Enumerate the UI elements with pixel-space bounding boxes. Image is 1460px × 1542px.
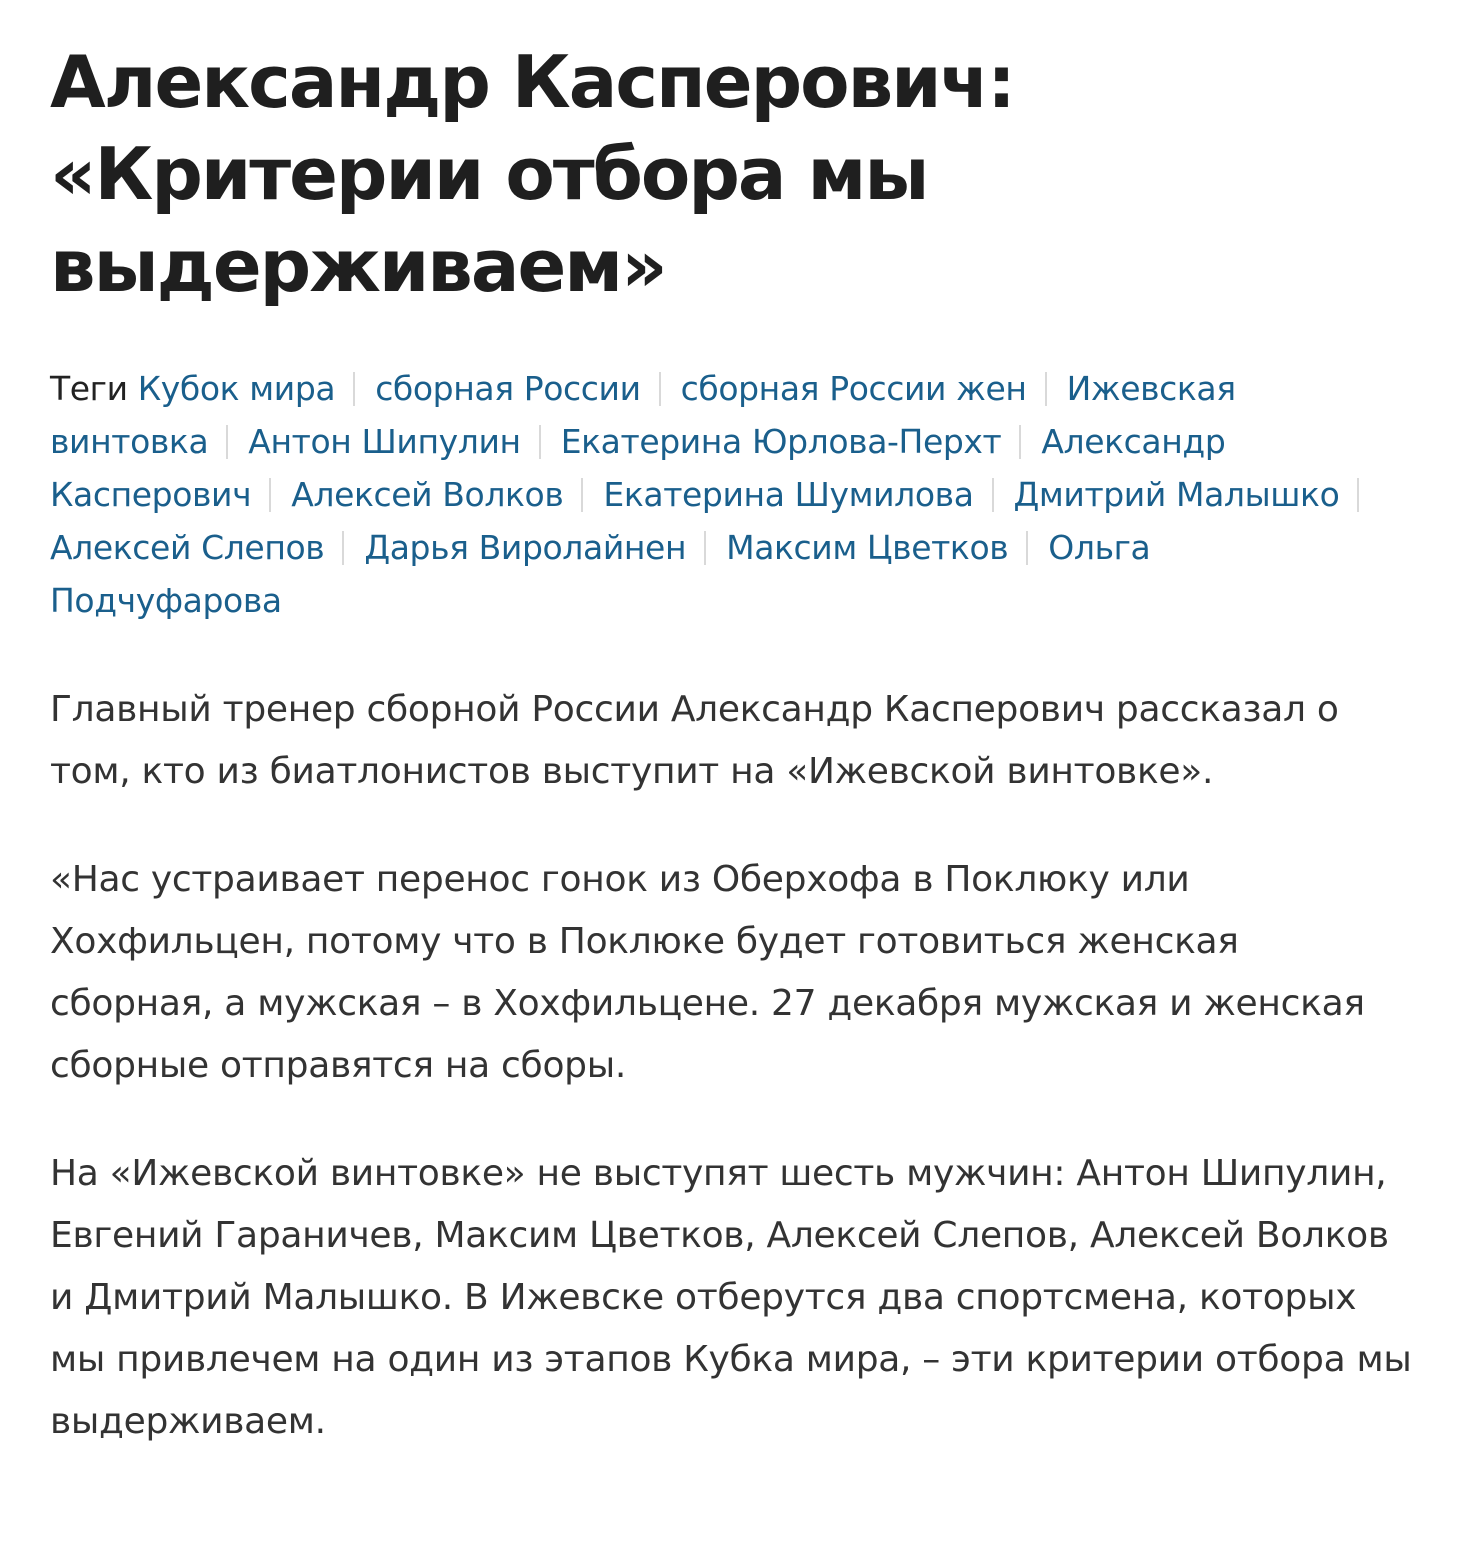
tag-link[interactable]: Алексей Слепов	[50, 528, 325, 567]
tag-link[interactable]: Кубок мира	[137, 369, 336, 408]
tag-separator	[992, 478, 994, 512]
tag-separator	[269, 478, 271, 512]
tag-separator	[1045, 372, 1047, 406]
article-paragraph: «Нас устраивает перенос гонок из Оберхофа в Поклюку или Хохфильцен, потому что в Поклюке будет готовиться женская сборная, а мужская – в Хохфильцене. 27 декабря мужская и женская сборные отправятся на сборы.	[50, 859, 1365, 1086]
tag-link[interactable]: Ижевская винтовка	[50, 369, 1236, 461]
tag-separator	[659, 372, 661, 406]
tag-link[interactable]: Максим Цветков	[726, 528, 1009, 567]
tags-label: Теги	[50, 369, 128, 408]
tag-separator	[1019, 425, 1021, 459]
tag-separator	[704, 531, 706, 565]
tag-separator	[1357, 478, 1359, 512]
tag-link[interactable]: Александр Касперович	[50, 422, 1226, 514]
tags-list	[50, 362, 1390, 627]
tag-link[interactable]: Екатерина Шумилова	[603, 475, 974, 514]
tag-separator	[342, 531, 344, 565]
tag-separator	[539, 425, 541, 459]
tag-separator	[353, 372, 355, 406]
tag-separator	[1026, 531, 1028, 565]
tag-separator	[226, 425, 228, 459]
article	[50, 36, 1420, 1453]
tag-separator	[581, 478, 583, 512]
tag-link[interactable]: Екатерина Юрлова-Перхт	[560, 422, 1002, 461]
article-title: Александр Касперович: «Критерии отбора мы выдерживаем»	[50, 40, 1014, 308]
article-paragraph: Главный тренер сборной России Александр Касперович рассказал о том, кто из биатлонистов выступит на «Ижевской винтовке».	[50, 689, 1339, 792]
article-paragraph: На «Ижевской винтовке» не выступят шесть мужчин: Антон Шипулин, Евгений Гараничев, Максим Цветков, Алексей Слепов, Алексей Волков и Дмитрий Малышко. В Ижевске отберутся два спортсмена, которых мы привлечем на один из этапов Кубка мира, – эти критерии отбора мы выдерживаем.	[50, 1153, 1412, 1442]
tag-link[interactable]: сборная России	[375, 369, 641, 408]
tag-link[interactable]: Антон Шипулин	[248, 422, 521, 461]
tag-link[interactable]: Дарья Виролайнен	[364, 528, 687, 567]
tag-link[interactable]: Алексей Волков	[291, 475, 564, 514]
tag-link[interactable]: Дмитрий Малышко	[1013, 475, 1340, 514]
tag-link[interactable]: Ольга Подчуфарова	[50, 528, 1151, 620]
tag-link[interactable]: сборная России жен	[680, 369, 1027, 408]
